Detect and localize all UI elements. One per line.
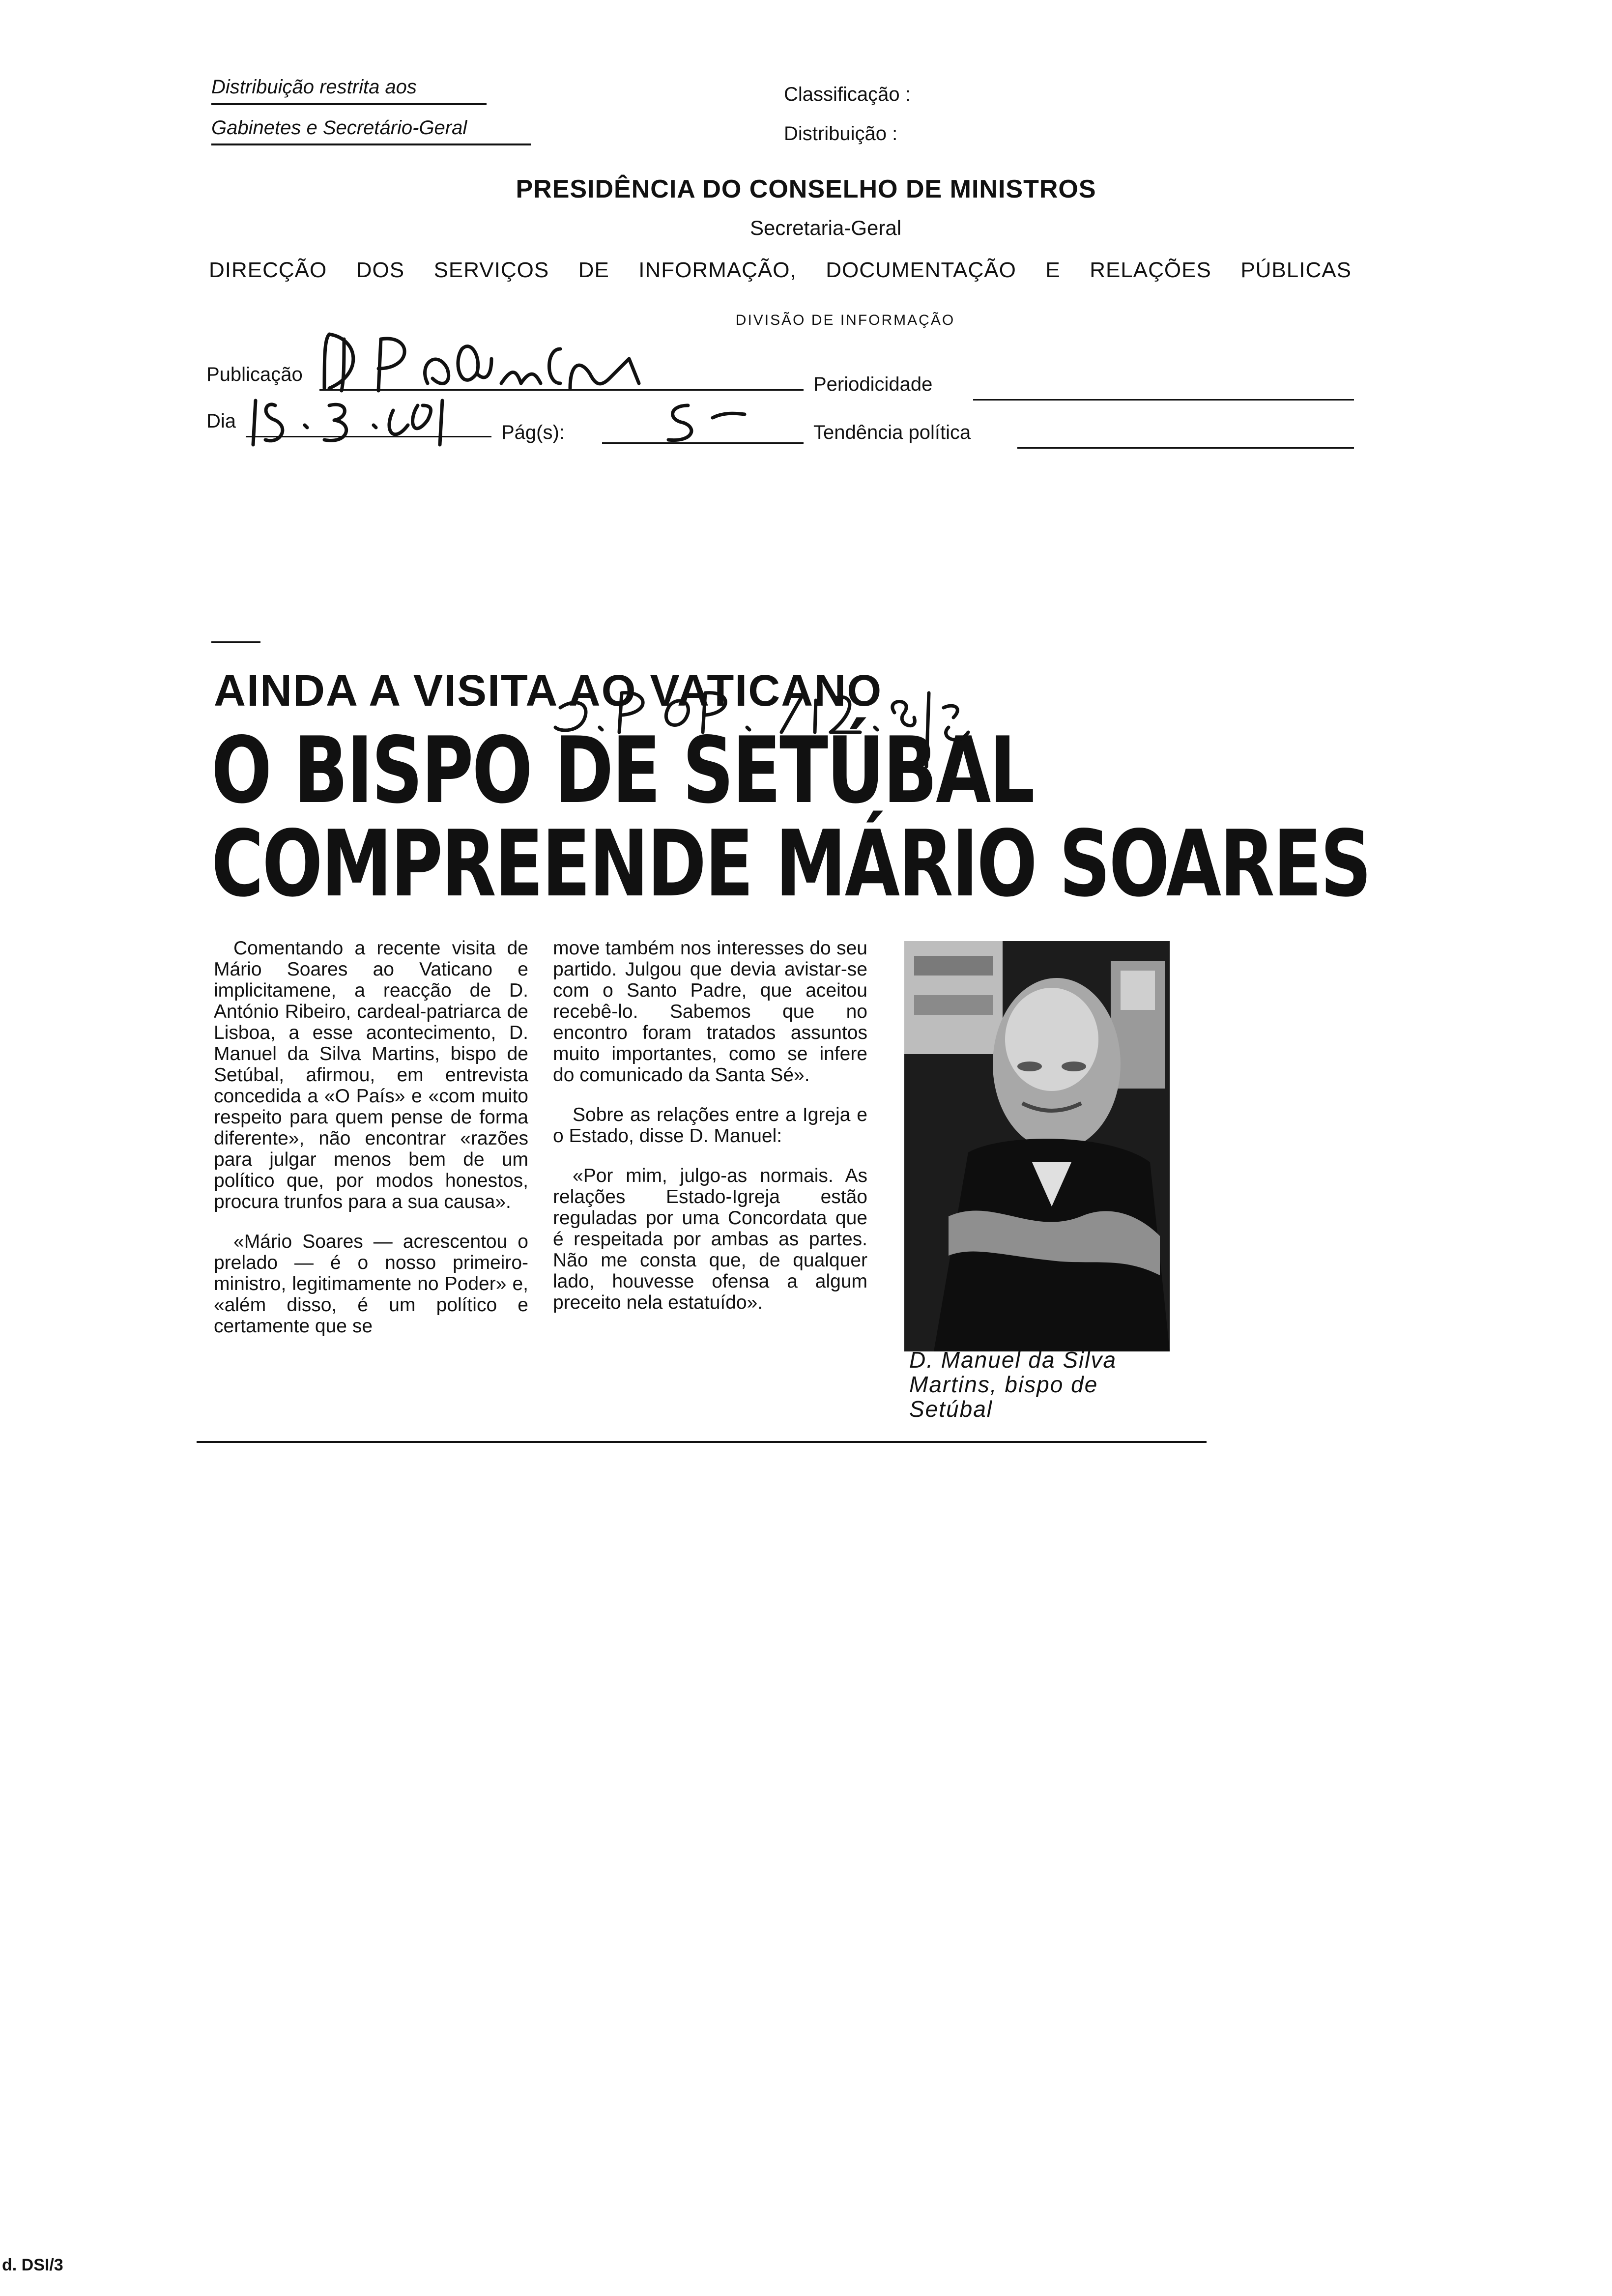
- direction-word: SERVIÇOS: [433, 258, 549, 282]
- periodicity-label: Periodicidade: [813, 373, 933, 395]
- pages-label: Pág(s):: [501, 422, 565, 443]
- restricted-distribution-line2: Gabinetes e Secretário-Geral: [211, 117, 467, 139]
- political-field-line: [1017, 447, 1354, 449]
- article-paragraph: «Por mim, julgo-as normais. As relações Estado-Igreja estão reguladas por uma Concordata que é respeitada por ambas as partes. Não me consta que, de qualquer lado, houvesse ofensa a algum preceito nela estatuído».: [553, 1165, 867, 1313]
- direction-word: DOCUMENTAÇÃO: [826, 258, 1016, 282]
- handwritten-date-scribble: [246, 391, 487, 450]
- article-paragraph: Comentando a recente visita de Mário Soares ao Vaticano e implicitamene, a reacção de D. António Ribeiro, cardeal-patriarca de Lisboa, a esse acontecimento, D. Manuel da Silva Martins, bispo de Setúbal, afirmou, em entrevista concedida a «O País» e «com muito respeito para quem pense de forma diferente», não encontrar «razões para julgar menos bem de um político que, por modos honestos, procura trunfos para a sua causa».: [214, 938, 528, 1212]
- political-tendency-label: Tendência política: [813, 422, 971, 443]
- headline-line-2: COMPREENDE MÁRIO SOARES: [211, 810, 1370, 917]
- day-label: Dia: [206, 410, 236, 432]
- clipping-corner-mark: [211, 641, 260, 643]
- bishop-photo: [904, 941, 1170, 1351]
- article-kicker: AINDA A VISITA AO VATICANO: [214, 666, 883, 716]
- direction-word: RELAÇÕES: [1090, 258, 1211, 282]
- article-column-1: [214, 938, 528, 1355]
- handwritten-page-scribble: [659, 401, 757, 445]
- ministry-title: PRESIDÊNCIA DO CONSELHO DE MINISTROS: [516, 175, 1096, 203]
- article-paragraph: Sobre as relações entre a Igreja e o Estado, disse D. Manuel:: [553, 1104, 867, 1147]
- photo-caption: D. Manuel da Silva Martins, bispo de Setúbal: [909, 1347, 1117, 1422]
- direction-word: INFORMAÇÃO,: [638, 258, 797, 282]
- article-paragraph: move também nos interesses do seu partido. Julgou que devia avistar-se com o Santo Padre, que aceitou recebê-lo. Sabemos que no encontro foram tratados assuntos muito importantes, como se infere do comunicado da Santa Sé».: [553, 938, 867, 1086]
- article-paragraph: «Mário Soares — acrescentou o prelado — é o nosso primeiro-ministro, legitimamente no Poder» e, «além disso, é um político e certamente que se: [214, 1231, 528, 1337]
- direction-word: E: [1045, 258, 1061, 282]
- periodicity-field-line: [973, 399, 1354, 401]
- publication-label: Publicação: [206, 364, 303, 385]
- direction-word: DOS: [356, 258, 405, 282]
- classification-label: Classificação :: [784, 84, 911, 105]
- handwritten-publication-scribble: [315, 319, 668, 398]
- direction-word: DE: [578, 258, 609, 282]
- direction-word: PÚBLICAS: [1240, 258, 1352, 282]
- distribution-label: Distribuição :: [784, 123, 898, 144]
- restricted-underline-2: [211, 144, 531, 145]
- direction-line: [209, 258, 1352, 283]
- direction-word: DIRECÇÃO: [209, 258, 327, 282]
- restricted-distribution-line1: Distribuição restrita aos: [211, 76, 417, 98]
- division-label: DIVISÃO DE INFORMAÇÃO: [735, 312, 955, 328]
- handwritten-source-annotation: [541, 678, 983, 776]
- article-column-2: [553, 938, 867, 1332]
- form-code: d. DSI/3: [2, 2256, 63, 2274]
- headline-line-1: O BISPO DE SETÚBAL: [211, 717, 1034, 824]
- article-bottom-rule: [197, 1441, 1207, 1443]
- secretariat-label: Secretaria-Geral: [749, 216, 902, 239]
- bishop-photo-image: [904, 941, 1170, 1351]
- restricted-underline-1: [211, 103, 487, 105]
